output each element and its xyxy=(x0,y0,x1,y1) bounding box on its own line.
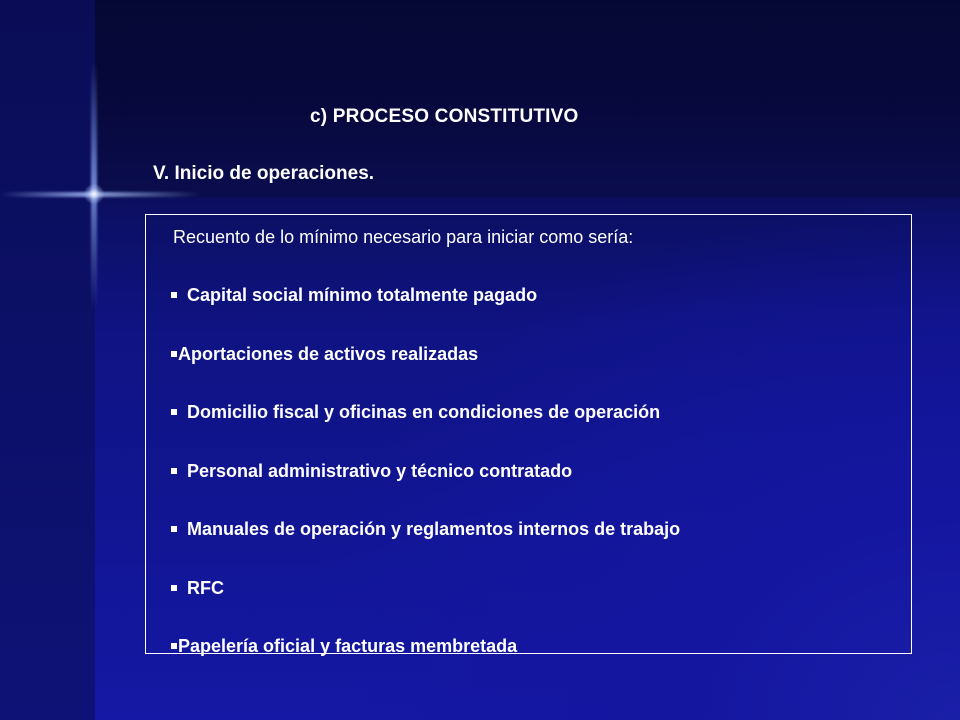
list-item xyxy=(171,402,680,461)
intro-text: Recuento de lo mínimo necesario para iniciar como sería: xyxy=(173,227,634,247)
requirements-list xyxy=(171,285,680,695)
list-item xyxy=(171,636,680,695)
list-item xyxy=(171,519,680,578)
list-item-text: Domicilio fiscal y oficinas en condiciones de operación xyxy=(187,402,661,422)
list-item-text: Papelería oficial y facturas membretada xyxy=(178,636,518,656)
list-item-text: Manuales de operación y reglamentos internos de trabajo xyxy=(187,519,681,539)
square-bullet-icon xyxy=(171,409,177,415)
list-item-text: Aportaciones de activos realizadas xyxy=(178,343,479,364)
square-bullet-icon xyxy=(171,292,177,298)
list-item-text: Personal administrativo y técnico contratado xyxy=(187,460,573,481)
list-item-text: RFC xyxy=(187,577,224,598)
list-item-text: Capital social mínimo totalmente pagado xyxy=(187,285,538,305)
background-left-band xyxy=(0,0,95,720)
slide-subheading: V. Inicio de operaciones. xyxy=(153,163,375,184)
content-box xyxy=(145,214,912,654)
list-item xyxy=(171,461,680,520)
list-item xyxy=(171,285,680,344)
square-bullet-icon xyxy=(171,526,177,532)
light-flare-star-icon xyxy=(84,184,104,204)
square-bullet-icon xyxy=(171,468,177,474)
square-bullet-icon xyxy=(171,643,177,649)
square-bullet-icon xyxy=(171,351,177,357)
list-item xyxy=(171,578,680,637)
square-bullet-icon xyxy=(171,585,177,591)
list-item xyxy=(171,344,680,403)
slide-heading: c) PROCESO CONSTITUTIVO xyxy=(310,106,579,127)
